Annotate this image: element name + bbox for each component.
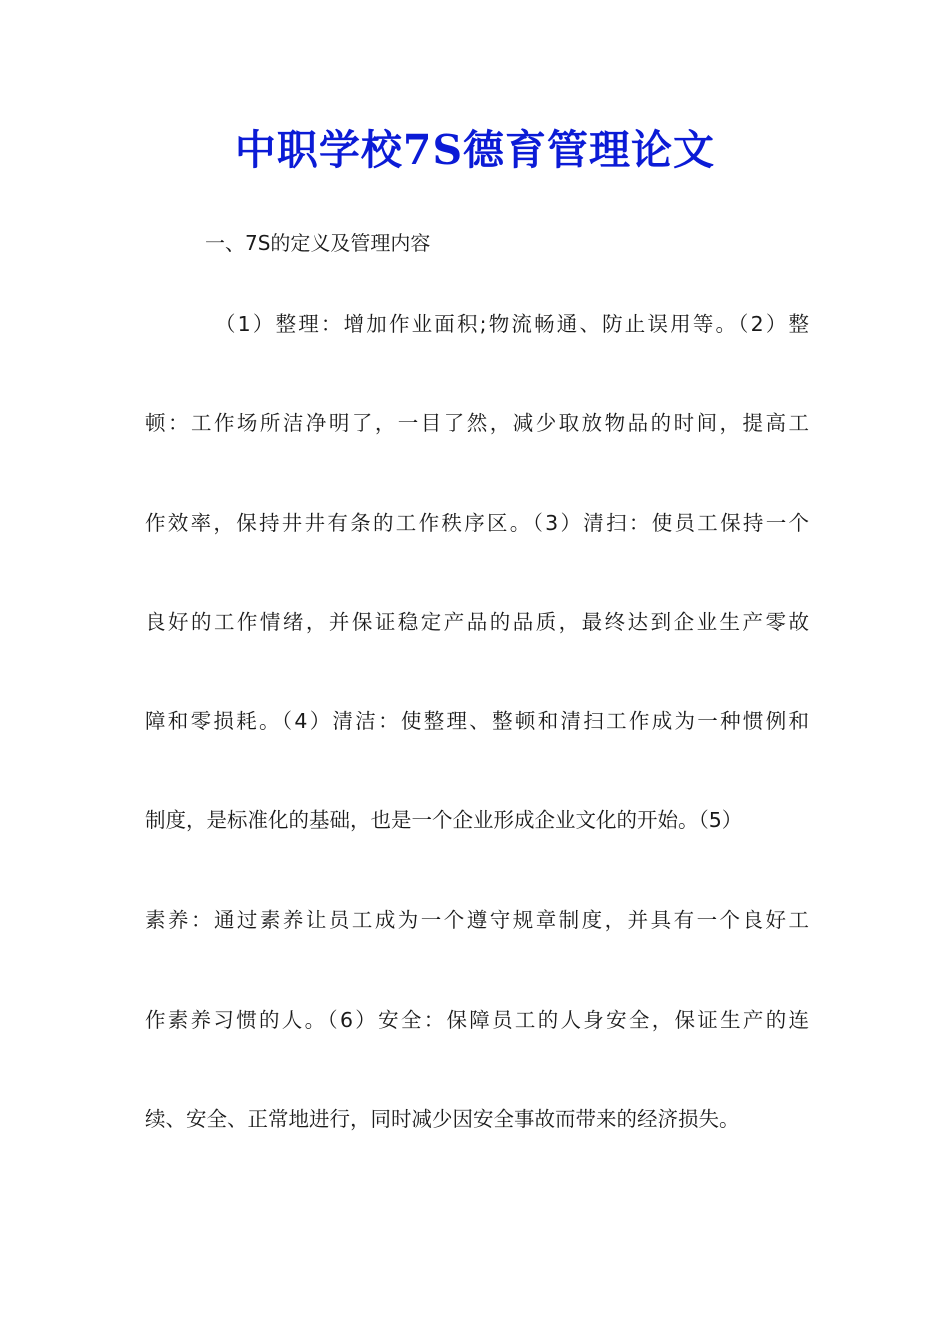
paragraph-line-6: 制度，是标准化的基础，也是一个企业形成企业文化的开始。（5） (145, 808, 743, 832)
paragraph-line-1: （1）整理：增加作业面积;物流畅通、防止误用等。（2）整 (215, 312, 809, 336)
paragraph-line-8: 作素养习惯的人。（6）安全：保障员工的人身安全，保证生产的连 (145, 1008, 809, 1032)
document-title: 中职学校7S德育管理论文 (234, 126, 716, 174)
paragraph-line-5: 障和零损耗。（4）清洁：使整理、整顿和清扫工作成为一种惯例和 (145, 709, 809, 733)
paragraph-line-4: 良好的工作情绪，并保证稳定产品的品质，最终达到企业生产零故 (145, 610, 809, 634)
paragraph-line-7: 素养：通过素养让员工成为一个遵守规章制度，并具有一个良好工 (145, 908, 809, 932)
paragraph-line-9: 续、安全、正常地进行，同时减少因安全事故而带来的经济损失。 (145, 1107, 740, 1131)
section-heading: 一、7S的定义及管理内容 (205, 231, 431, 255)
paragraph-line-3: 作效率，保持井井有条的工作秩序区。（3）清扫：使员工保持一个 (145, 511, 809, 535)
paragraph-line-2: 顿：工作场所洁净明了，一目了然，减少取放物品的时间，提高工 (145, 411, 809, 435)
